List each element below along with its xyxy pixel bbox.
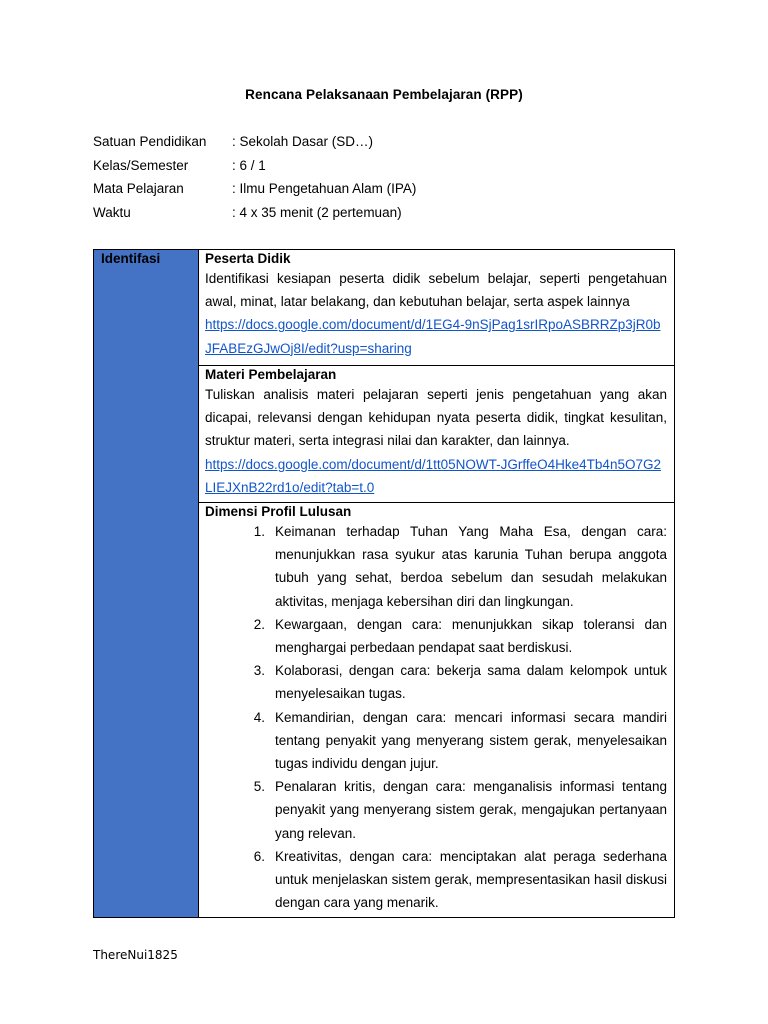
meta-label: Waktu	[93, 204, 131, 220]
list-number: 5.	[253, 779, 265, 795]
peserta-didik-link[interactable]: https://docs.google.com/document/d/1EG4-9nSjPag1srIRpoASBRRZp3jR0bJFABEzGJwOj8I/edit?usp=sharing	[205, 317, 661, 356]
materi-pembelajaran-cell	[199, 366, 675, 503]
list-item	[253, 613, 667, 659]
meta-value: : Sekolah Dasar (SD…)	[232, 134, 374, 149]
dimensi-profil-title: Dimensi Profil Lulusan	[205, 504, 352, 519]
meta-row-kelas	[93, 154, 416, 178]
meta-value: : 6 / 1	[232, 157, 266, 173]
list-number: 2.	[253, 616, 265, 632]
meta-row-mapel	[93, 177, 416, 201]
list-text: Kewargaan, dengan cara: menunjukkan sikap toleransi dan menghargai perbedaan pendapat saat berdiskusi.	[275, 616, 667, 656]
list-number: 3.	[253, 663, 265, 679]
peserta-didik-cell	[199, 250, 675, 366]
list-text: Kolaborasi, dengan cara: bekerja sama dalam kelompok untuk menyelesaikan tugas.	[275, 663, 667, 702]
meta-label: Kelas/Semester	[93, 157, 189, 173]
materi-pembelajaran-link[interactable]: https://docs.google.com/document/d/1tt05NOWT-JGrffeO4Hke4Tb4n5O7G2LIEJXnB22rd1o/edit?tab=t.0	[205, 456, 661, 495]
list-number: 4.	[253, 709, 265, 725]
meta-label: Satuan Pendidikan	[93, 134, 207, 149]
dimensi-profil-cell	[199, 503, 675, 918]
list-number: 1.	[253, 524, 265, 539]
peserta-didik-title: Peserta Didik	[205, 251, 291, 266]
side-label-cell	[94, 250, 199, 918]
list-item	[253, 659, 667, 705]
list-number: 6.	[253, 848, 265, 864]
list-text: Kemandirian, dengan cara: mencari informasi secara mandiri tentang penyakit yang menyerang sistem gerak, menyelesaikan tugas individu dengan jujur.	[275, 709, 667, 772]
meta-row-satuan	[93, 130, 416, 154]
meta-value: : Ilmu Pengetahuan Alam (IPA)	[232, 181, 417, 196]
list-text: Penalaran kritis, dengan cara: menganalisis informasi tentang penyakit yang menyerang sistem gerak, mengajukan pertanyaan yang relevan.	[275, 779, 667, 841]
document-meta	[93, 130, 416, 224]
peserta-didik-text: Identifikasi kesiapan peserta didik sebelum belajar, seperti pengetahuan awal, minat, latar belakang, dan kebutuhan belajar, serta aspek lainnya	[205, 271, 667, 310]
footer-watermark: ThereNui1825	[93, 948, 178, 962]
list-text: Kreativitas, dengan cara: menciptakan alat peraga sederhana untuk menjelaskan sistem gerak, mempresentasikan hasil diskusi dengan cara yang menarik.	[275, 848, 667, 911]
page-title: Rencana Pelaksanaan Pembelajaran (RPP)	[245, 87, 523, 102]
list-item	[253, 706, 667, 776]
meta-value: : 4 x 35 menit (2 pertemuan)	[232, 204, 402, 220]
side-label: Identifasi	[101, 251, 161, 266]
identifikasi-table	[93, 249, 675, 918]
list-item	[253, 775, 667, 845]
meta-label: Mata Pelajaran	[93, 181, 184, 196]
list-text: Keimanan terhadap Tuhan Yang Maha Esa, dengan cara: menunjukkan rasa syukur atas karunia Tuhan berupa anggota tubuh yang sehat, berdoa sebelum dan sesudah melakukan aktivitas, menjaga kebersihan diri dan lingkungan.	[275, 524, 667, 609]
list-item	[253, 520, 667, 613]
materi-pembelajaran-text: Tuliskan analisis materi pelajaran seperti jenis pengetahuan yang akan dicapai, relevansi dengan kehidupan nyata peserta didik, tingkat kesulitan, struktur materi, serta integrasi nilai dan karakter, dan lainnya.	[205, 387, 667, 449]
list-item	[253, 845, 667, 915]
meta-row-waktu	[93, 201, 416, 225]
profil-list	[205, 520, 667, 914]
materi-pembelajaran-title: Materi Pembelajaran	[205, 367, 337, 382]
